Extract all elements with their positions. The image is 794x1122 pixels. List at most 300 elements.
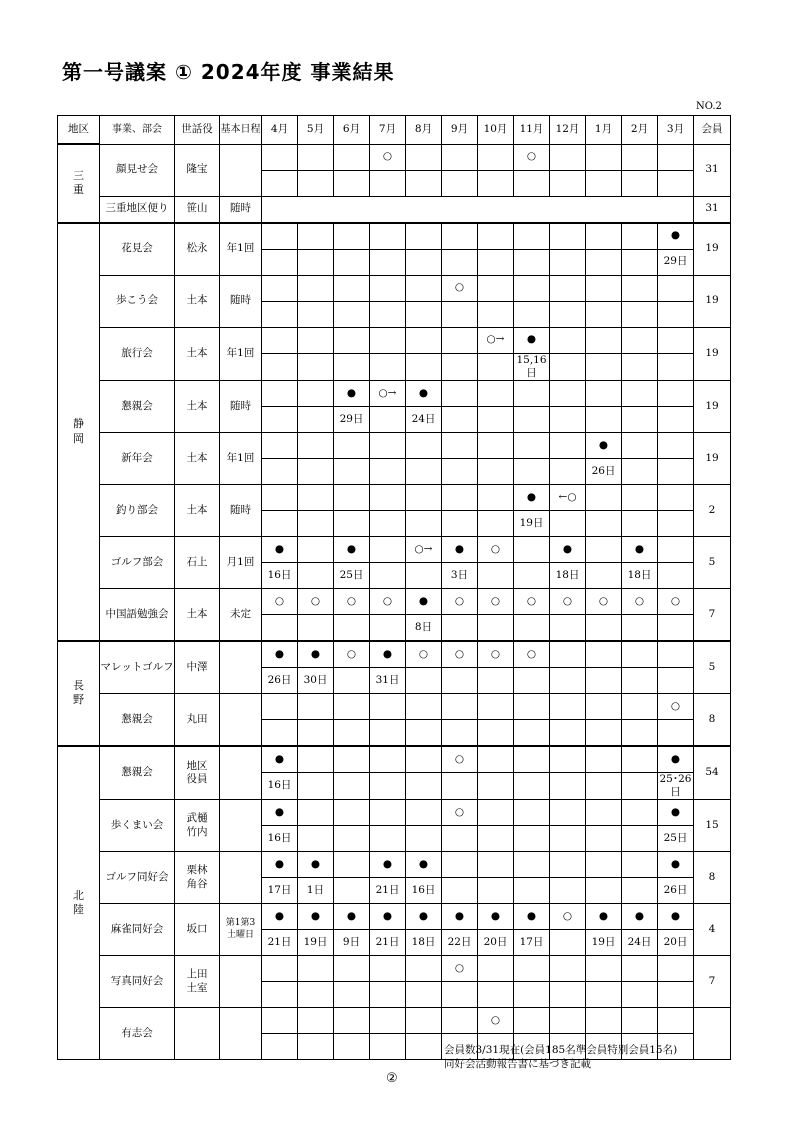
month-cell-top: ○ bbox=[334, 588, 370, 614]
month-cell-top bbox=[370, 1008, 406, 1034]
month-cell-top bbox=[298, 746, 334, 773]
event-name: 旅行会 bbox=[100, 327, 175, 380]
month-cell-top bbox=[622, 380, 658, 406]
month-cell-bottom bbox=[514, 406, 550, 432]
column-header: 1月 bbox=[586, 116, 622, 145]
month-cell-top bbox=[586, 144, 622, 170]
month-cell-top bbox=[298, 800, 334, 826]
month-cell-bottom bbox=[334, 510, 370, 536]
month-cell-bottom: 16日 bbox=[262, 772, 298, 799]
event-schedule bbox=[220, 1008, 262, 1060]
month-cell-top: ● bbox=[658, 800, 694, 826]
month-cell-bottom bbox=[622, 772, 658, 799]
event-schedule: 年1回 bbox=[220, 432, 262, 484]
event-staff: 隆宝 bbox=[175, 144, 220, 196]
month-cell-bottom bbox=[658, 982, 694, 1008]
month-cell-bottom: 15,16日 bbox=[514, 353, 550, 380]
month-cell-top bbox=[586, 327, 622, 353]
event-name: 花見会 bbox=[100, 223, 175, 276]
month-cell-top bbox=[622, 144, 658, 170]
event-schedule: 月1回 bbox=[220, 536, 262, 588]
month-cell-bottom bbox=[370, 614, 406, 641]
month-cell-top: ● bbox=[262, 852, 298, 878]
month-cell-bottom bbox=[514, 719, 550, 746]
month-cell-top: ● bbox=[370, 904, 406, 930]
month-cell-bottom bbox=[406, 301, 442, 327]
event-schedule: 随時 bbox=[220, 484, 262, 536]
event-row bbox=[58, 196, 731, 223]
month-cell-bottom bbox=[586, 772, 622, 799]
month-cell-top bbox=[370, 956, 406, 982]
month-cell-top bbox=[262, 1008, 298, 1034]
month-cell-top bbox=[442, 693, 478, 719]
month-cell-top bbox=[262, 327, 298, 353]
month-cell-top bbox=[334, 800, 370, 826]
member-count: 2 bbox=[694, 484, 731, 536]
event-name: 三重地区便り bbox=[100, 196, 175, 223]
event-name: ゴルフ部会 bbox=[100, 536, 175, 588]
month-cell-top bbox=[334, 275, 370, 301]
footnote bbox=[444, 1043, 677, 1071]
month-cell-bottom bbox=[406, 667, 442, 693]
event-staff: 丸田 bbox=[175, 693, 220, 746]
event-row bbox=[58, 852, 731, 878]
month-cell-bottom bbox=[550, 982, 586, 1008]
month-cell-top: ● bbox=[658, 223, 694, 250]
month-cell-top bbox=[370, 223, 406, 250]
month-cell-top bbox=[334, 1008, 370, 1034]
month-cell-bottom bbox=[514, 878, 550, 904]
event-row bbox=[58, 275, 731, 301]
member-count: 31 bbox=[694, 144, 731, 196]
member-count: 54 bbox=[694, 746, 731, 800]
month-cell-bottom: 16日 bbox=[262, 562, 298, 588]
month-cell-bottom bbox=[442, 458, 478, 484]
month-cell-bottom: 20日 bbox=[478, 930, 514, 956]
event-name: 懇親会 bbox=[100, 693, 175, 746]
month-cell-bottom bbox=[586, 719, 622, 746]
month-cell-bottom bbox=[298, 510, 334, 536]
month-cell-bottom: 25日 bbox=[334, 562, 370, 588]
month-cell-bottom bbox=[298, 353, 334, 380]
month-cell-bottom bbox=[442, 170, 478, 196]
month-cell-top bbox=[658, 275, 694, 301]
month-cell-top: ● bbox=[370, 641, 406, 668]
month-cell-top bbox=[298, 484, 334, 510]
month-cell-bottom bbox=[586, 562, 622, 588]
month-cell-top bbox=[262, 275, 298, 301]
month-cell-top: ○ bbox=[442, 588, 478, 614]
month-cell-bottom bbox=[406, 982, 442, 1008]
month-cell-bottom bbox=[370, 458, 406, 484]
month-cell-top bbox=[478, 746, 514, 773]
month-cell-bottom bbox=[442, 878, 478, 904]
month-cell-bottom: 19日 bbox=[586, 930, 622, 956]
event-staff: 地区 役員 bbox=[175, 746, 220, 800]
month-cell-top bbox=[442, 223, 478, 250]
month-cell-top: ● bbox=[298, 852, 334, 878]
month-cell-bottom bbox=[586, 614, 622, 641]
month-cell-top bbox=[406, 223, 442, 250]
month-cell-top bbox=[298, 536, 334, 562]
month-cell-bottom bbox=[550, 510, 586, 536]
footnote-members: 会員数3/31現在(会員185名準会員特別会員15名) bbox=[444, 1044, 678, 1056]
month-cell-top bbox=[406, 484, 442, 510]
event-staff: 栗林 角谷 bbox=[175, 852, 220, 904]
month-cell-bottom bbox=[478, 353, 514, 380]
event-schedule: 随時 bbox=[220, 380, 262, 432]
month-cell-bottom bbox=[478, 301, 514, 327]
month-cell-top bbox=[262, 432, 298, 458]
column-header: 4月 bbox=[262, 116, 298, 145]
month-cell-bottom bbox=[514, 982, 550, 1008]
month-cell-bottom bbox=[586, 982, 622, 1008]
month-cell-bottom: 16日 bbox=[262, 826, 298, 852]
month-cell-bottom bbox=[550, 930, 586, 956]
month-cell-top: ● bbox=[514, 327, 550, 353]
month-cell-bottom bbox=[262, 353, 298, 380]
month-cell-bottom bbox=[550, 458, 586, 484]
month-cell-top: ● bbox=[370, 852, 406, 878]
month-cell-top bbox=[514, 746, 550, 773]
event-schedule bbox=[220, 746, 262, 800]
month-cell-bottom bbox=[658, 406, 694, 432]
month-cell-bottom: 18日 bbox=[550, 562, 586, 588]
member-count: 19 bbox=[694, 380, 731, 432]
month-cell-top bbox=[586, 223, 622, 250]
month-cell-top bbox=[370, 484, 406, 510]
month-cell-bottom bbox=[658, 301, 694, 327]
member-count: 7 bbox=[694, 588, 731, 641]
month-cell-top: ○ bbox=[550, 588, 586, 614]
month-cell-bottom bbox=[370, 982, 406, 1008]
month-cell-bottom bbox=[262, 458, 298, 484]
month-cell-top bbox=[586, 641, 622, 668]
month-cell-bottom bbox=[334, 301, 370, 327]
month-cell-top: ● bbox=[658, 746, 694, 773]
month-cell-top: ○→ bbox=[406, 536, 442, 562]
month-cell-bottom bbox=[550, 719, 586, 746]
month-cell-bottom bbox=[514, 772, 550, 799]
month-cell-bottom bbox=[442, 301, 478, 327]
month-cell-bottom bbox=[298, 249, 334, 275]
month-cell-bottom bbox=[406, 353, 442, 380]
month-cell-top: ● bbox=[442, 536, 478, 562]
month-cell-top bbox=[550, 275, 586, 301]
month-cell-bottom bbox=[658, 170, 694, 196]
event-row bbox=[58, 536, 731, 562]
event-name: 有志会 bbox=[100, 1008, 175, 1060]
month-cell-bottom: 19日 bbox=[298, 930, 334, 956]
month-cell-bottom bbox=[478, 826, 514, 852]
month-cell-top bbox=[622, 852, 658, 878]
month-cell-top bbox=[478, 484, 514, 510]
month-cell-bottom bbox=[334, 1034, 370, 1060]
month-cell-bottom bbox=[622, 458, 658, 484]
month-cell-top: ○ bbox=[298, 588, 334, 614]
month-cell-top bbox=[586, 852, 622, 878]
month-cell-bottom bbox=[550, 772, 586, 799]
month-cell-bottom bbox=[478, 614, 514, 641]
month-cell-bottom: 17日 bbox=[262, 878, 298, 904]
column-header: 2月 bbox=[622, 116, 658, 145]
month-cell-bottom bbox=[586, 249, 622, 275]
event-schedule bbox=[220, 693, 262, 746]
month-cell-top: ○ bbox=[478, 588, 514, 614]
event-schedule bbox=[220, 641, 262, 694]
schedule-table bbox=[57, 115, 731, 1060]
month-cell-top: ● bbox=[622, 904, 658, 930]
month-cell-top: ● bbox=[262, 904, 298, 930]
event-schedule: 年1回 bbox=[220, 327, 262, 380]
column-header: 9月 bbox=[442, 116, 478, 145]
month-cell-top: ● bbox=[658, 904, 694, 930]
month-cell-top: ○ bbox=[442, 746, 478, 773]
month-cell-bottom bbox=[298, 772, 334, 799]
month-cell-bottom bbox=[334, 614, 370, 641]
month-cell-top: ● bbox=[478, 904, 514, 930]
month-cell-top bbox=[658, 1008, 694, 1034]
month-cell-top bbox=[442, 852, 478, 878]
month-cell-top bbox=[514, 223, 550, 250]
month-cell-bottom: 30日 bbox=[298, 667, 334, 693]
month-cell-top bbox=[658, 432, 694, 458]
month-cell-bottom: 17日 bbox=[514, 930, 550, 956]
month-cell-bottom bbox=[406, 170, 442, 196]
month-cell-top bbox=[658, 144, 694, 170]
month-cell-top bbox=[406, 800, 442, 826]
month-cell-bottom bbox=[262, 249, 298, 275]
month-cell-bottom bbox=[478, 878, 514, 904]
month-cell-top bbox=[658, 536, 694, 562]
month-cell-bottom bbox=[262, 170, 298, 196]
month-cell-top bbox=[334, 852, 370, 878]
month-cell-bottom bbox=[406, 1034, 442, 1060]
event-row bbox=[58, 144, 731, 170]
month-cell-bottom bbox=[298, 614, 334, 641]
event-name: 写真同好会 bbox=[100, 956, 175, 1008]
month-cell-bottom bbox=[658, 719, 694, 746]
month-cell-top bbox=[514, 380, 550, 406]
month-cell-top: ○ bbox=[442, 800, 478, 826]
column-header: 事業、部会 bbox=[100, 116, 175, 145]
month-cell-top: ● bbox=[334, 536, 370, 562]
member-count: 5 bbox=[694, 536, 731, 588]
month-cell-bottom bbox=[514, 458, 550, 484]
month-cell-top bbox=[406, 275, 442, 301]
month-cell-top bbox=[442, 327, 478, 353]
month-cell-top bbox=[586, 800, 622, 826]
column-header: 12月 bbox=[550, 116, 586, 145]
event-name: 歩こう会 bbox=[100, 275, 175, 327]
month-cell-bottom bbox=[334, 458, 370, 484]
month-cell-top bbox=[514, 275, 550, 301]
month-cell-bottom bbox=[514, 667, 550, 693]
month-cell-top bbox=[514, 693, 550, 719]
month-cell-bottom bbox=[442, 667, 478, 693]
month-cell-top: ○ bbox=[442, 956, 478, 982]
event-row bbox=[58, 432, 731, 458]
month-cell-top: ● bbox=[334, 904, 370, 930]
month-cell-top bbox=[298, 956, 334, 982]
month-cell-bottom: 25日 bbox=[658, 826, 694, 852]
month-cell-top bbox=[622, 956, 658, 982]
event-name: 歩くまい会 bbox=[100, 800, 175, 852]
month-cell-top bbox=[406, 144, 442, 170]
month-cell-bottom bbox=[406, 458, 442, 484]
month-cell-bottom bbox=[442, 406, 478, 432]
month-cell-bottom: 24日 bbox=[406, 406, 442, 432]
month-cell-top: ● bbox=[262, 746, 298, 773]
month-cell-top bbox=[622, 275, 658, 301]
month-cell-bottom bbox=[334, 982, 370, 1008]
month-cell-top bbox=[658, 956, 694, 982]
event-schedule: 未定 bbox=[220, 588, 262, 641]
month-cell-bottom bbox=[298, 1034, 334, 1060]
month-cell-bottom bbox=[406, 719, 442, 746]
column-header: 地区 bbox=[58, 116, 100, 145]
month-cell-top: ○ bbox=[478, 536, 514, 562]
event-schedule: 随時 bbox=[220, 196, 262, 223]
event-staff: 土本 bbox=[175, 380, 220, 432]
month-cell-bottom: 25･26日 bbox=[658, 772, 694, 799]
month-cell-bottom bbox=[262, 301, 298, 327]
region-cell: 北 陸 bbox=[58, 746, 100, 1060]
month-cell-bottom bbox=[442, 353, 478, 380]
column-header: 世話役 bbox=[175, 116, 220, 145]
month-cell-top bbox=[478, 380, 514, 406]
month-cell-top bbox=[370, 432, 406, 458]
month-cell-bottom bbox=[550, 878, 586, 904]
month-cell-top bbox=[262, 380, 298, 406]
month-cell-bottom bbox=[514, 826, 550, 852]
month-cell-bottom: 16日 bbox=[406, 878, 442, 904]
month-cell-top bbox=[406, 746, 442, 773]
month-cell-top: ○ bbox=[262, 588, 298, 614]
month-cell-top bbox=[586, 484, 622, 510]
month-cell-top bbox=[586, 693, 622, 719]
month-cell-bottom bbox=[658, 353, 694, 380]
month-cell-bottom bbox=[478, 562, 514, 588]
month-cell-bottom bbox=[442, 826, 478, 852]
month-cell-bottom bbox=[658, 667, 694, 693]
month-cell-top: ● bbox=[406, 852, 442, 878]
month-cell-top bbox=[622, 484, 658, 510]
member-count bbox=[694, 1008, 731, 1060]
month-cell-top bbox=[586, 536, 622, 562]
month-cell-bottom bbox=[262, 406, 298, 432]
month-cell-bottom bbox=[262, 982, 298, 1008]
month-cell-bottom bbox=[514, 301, 550, 327]
month-cell-bottom bbox=[370, 406, 406, 432]
event-schedule bbox=[220, 144, 262, 196]
month-cell-bottom bbox=[586, 510, 622, 536]
month-cell-bottom: 31日 bbox=[370, 667, 406, 693]
month-cell-bottom bbox=[370, 249, 406, 275]
column-header: 10月 bbox=[478, 116, 514, 145]
event-row bbox=[58, 484, 731, 510]
month-cell-top bbox=[622, 693, 658, 719]
month-cell-top: ○ bbox=[514, 641, 550, 668]
month-cell-bottom bbox=[370, 510, 406, 536]
month-cell-top bbox=[586, 380, 622, 406]
event-row bbox=[58, 746, 731, 773]
member-count: 19 bbox=[694, 327, 731, 380]
month-cell-bottom bbox=[334, 353, 370, 380]
month-cell-bottom bbox=[586, 406, 622, 432]
month-cell-bottom: 18日 bbox=[622, 562, 658, 588]
month-cell-top bbox=[334, 693, 370, 719]
event-staff: 坂口 bbox=[175, 904, 220, 956]
month-cell-top: ● bbox=[622, 536, 658, 562]
month-cell-bottom bbox=[478, 458, 514, 484]
month-cell-top: ○ bbox=[334, 641, 370, 668]
month-cell-bottom bbox=[298, 562, 334, 588]
month-cell-top bbox=[442, 380, 478, 406]
month-cell-top: ○→ bbox=[370, 380, 406, 406]
month-cell-bottom: 1日 bbox=[298, 878, 334, 904]
month-cell-bottom bbox=[334, 878, 370, 904]
month-cell-bottom bbox=[478, 249, 514, 275]
month-cell-bottom bbox=[622, 301, 658, 327]
month-cell-bottom bbox=[622, 353, 658, 380]
month-cell-top bbox=[334, 746, 370, 773]
month-cell-top bbox=[478, 693, 514, 719]
event-row bbox=[58, 904, 731, 930]
event-staff: 武樋 竹内 bbox=[175, 800, 220, 852]
month-cell-bottom bbox=[658, 562, 694, 588]
month-cell-top bbox=[622, 1008, 658, 1034]
month-cell-bottom bbox=[550, 614, 586, 641]
month-cell-top bbox=[658, 641, 694, 668]
month-cell-top bbox=[334, 956, 370, 982]
month-cell-bottom bbox=[622, 878, 658, 904]
month-cell-top bbox=[298, 223, 334, 250]
month-cell-top bbox=[586, 956, 622, 982]
month-cell-top bbox=[262, 144, 298, 170]
month-cell-bottom bbox=[334, 772, 370, 799]
month-cell-bottom bbox=[622, 719, 658, 746]
month-cell-bottom bbox=[262, 1034, 298, 1060]
month-cell-bottom bbox=[442, 772, 478, 799]
month-cell-top bbox=[298, 1008, 334, 1034]
month-cell-bottom: 26日 bbox=[262, 667, 298, 693]
month-cell-bottom bbox=[262, 614, 298, 641]
month-cell-bottom: 26日 bbox=[586, 458, 622, 484]
member-count: 15 bbox=[694, 800, 731, 852]
event-schedule: 随時 bbox=[220, 275, 262, 327]
month-cell-bottom bbox=[586, 826, 622, 852]
month-cell-top bbox=[442, 1008, 478, 1034]
month-cell-bottom bbox=[658, 458, 694, 484]
month-cell-top: ● bbox=[550, 536, 586, 562]
month-cell-bottom: 21日 bbox=[262, 930, 298, 956]
month-cell-top: ○ bbox=[406, 641, 442, 668]
event-row bbox=[58, 1008, 731, 1034]
column-header: 7月 bbox=[370, 116, 406, 145]
month-cell-top bbox=[298, 380, 334, 406]
month-cell-top bbox=[478, 144, 514, 170]
column-header: 3月 bbox=[658, 116, 694, 145]
event-row bbox=[58, 327, 731, 353]
month-cell-top bbox=[514, 536, 550, 562]
month-cell-top: ● bbox=[406, 380, 442, 406]
event-row bbox=[58, 380, 731, 406]
month-cell-top bbox=[622, 800, 658, 826]
month-cell-bottom bbox=[622, 614, 658, 641]
month-cell-bottom bbox=[586, 667, 622, 693]
month-cell-top bbox=[298, 144, 334, 170]
